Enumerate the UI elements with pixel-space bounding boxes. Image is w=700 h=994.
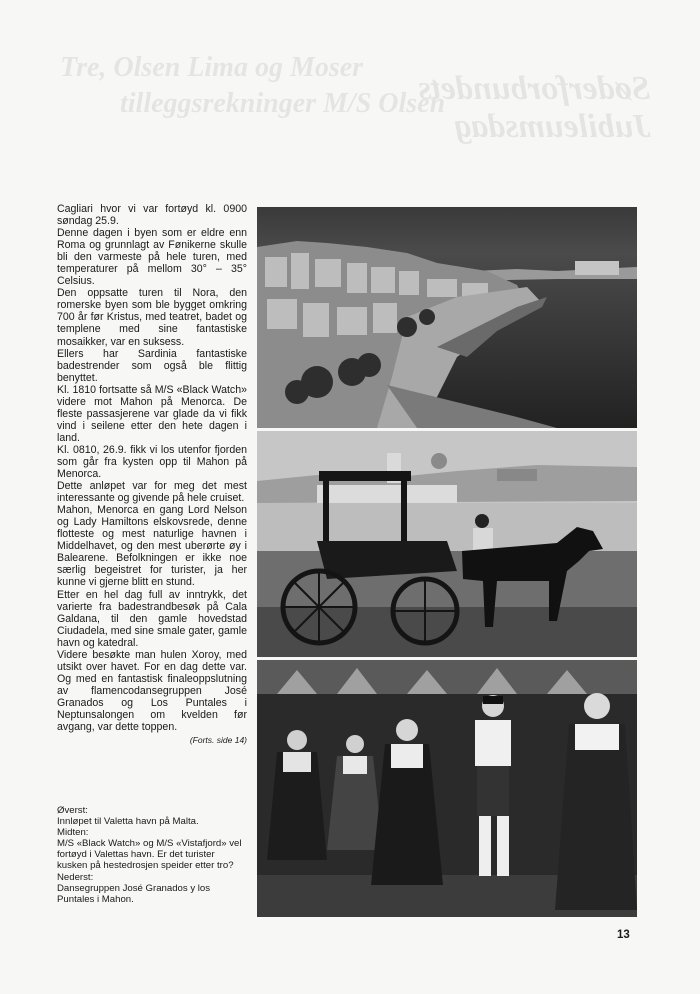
caption-top-text: Innløpet til Valetta havn på Malta.	[57, 816, 199, 828]
page-number: 13	[617, 929, 630, 941]
ghost-line-4: Jubileumsdag	[453, 108, 650, 145]
show-through-text	[60, 52, 650, 162]
photo-dance-group	[257, 660, 637, 917]
caption-top-label: Øverst:	[57, 805, 88, 816]
article-paragraph: Ellers har Sardinia fantastiske badestrender som også ble flittig benyttet.	[57, 347, 247, 384]
article-paragraph: Den oppsatte turen til Nora, den romerske byen som ble bygget omkring 700 år før Kristus, med teatret, badet og templene med sine fantastiske mosaikker, var en suksess.	[57, 287, 247, 348]
photo-valetta-harbour	[257, 207, 637, 428]
article-paragraph: Kl. 0810, 26.9. fikk vi los utenfor fjorden som går fra kysten opp til Mahon på Menorca.	[57, 443, 247, 481]
article-paragraph: Etter en hel dag full av inntrykk, det varierte fra badestrandbesøk på Cala Galdana, til den gamle hovedstad Ciudadela, med sine smale gater, gamle havn og katedral.	[57, 588, 247, 649]
article-paragraph: Cagliari hvor vi var fortøyd kl. 0900 søndag 25.9.	[57, 203, 247, 228]
ghost-line-3: Søderforbundets	[417, 70, 650, 107]
photo-captions	[57, 805, 247, 905]
article-paragraph: Videre besøkte man hulen Xoroy, med utsikt over havet. For en dag dette var. Og med en fantastisk finaleoppslutning av flamencodansegruppen José Granados og Los Puntales i Neptunsalongen om kvelden før avgang, var dette toppen.	[57, 648, 247, 734]
article-paragraph: Mahon, Menorca en gang Lord Nelson og Lady Hamiltons elskovsrede, denne flotteste og mest naturlige havnen i Middelhavet, og den mest uberørte øy i Balearene. Befolkningen er ikke noe særlig begeistret for turister, ja her kunne vi gjerne blitt en stund.	[57, 504, 247, 589]
article-paragraph: Kl. 1810 fortsatte så M/S «Black Watch» videre mot Mahon på Menorca. De fleste passasjerene var glade da vi fikk vind i seilene etter den hete dagen i land.	[57, 383, 247, 444]
article-paragraph: Dette anløpet var for meg det mest interessante og givende på hele cruiset.	[57, 480, 247, 505]
caption-mid-label: Midten:	[57, 827, 89, 839]
ghost-line-1: Tre, Olsen Lima og Moser	[60, 52, 364, 83]
photo-horse-carriage	[257, 431, 637, 657]
article-column	[57, 203, 247, 746]
article-paragraph: Denne dagen i byen som er eldre enn Roma og grunnlagt av Fønikerne skulle bli den varmeste på hele turen, med temperaturer på mellom 30° – 35° Celsius.	[57, 227, 247, 288]
caption-bottom-label: Nederst:	[57, 871, 94, 883]
caption-mid-text: M/S «Black Watch» og M/S «Vistafjord» vel fortøyd i Valettas havn. Er det turister kusken på hestedrosjen speider etter tro?	[57, 838, 242, 872]
continued-note: (Forts. side 14)	[189, 735, 247, 746]
ghost-line-2: tilleggsrekninger M/S Olsen	[120, 88, 446, 119]
caption-bottom-text: Dansegruppen José Granados y los Puntales i Mahon.	[57, 882, 211, 905]
